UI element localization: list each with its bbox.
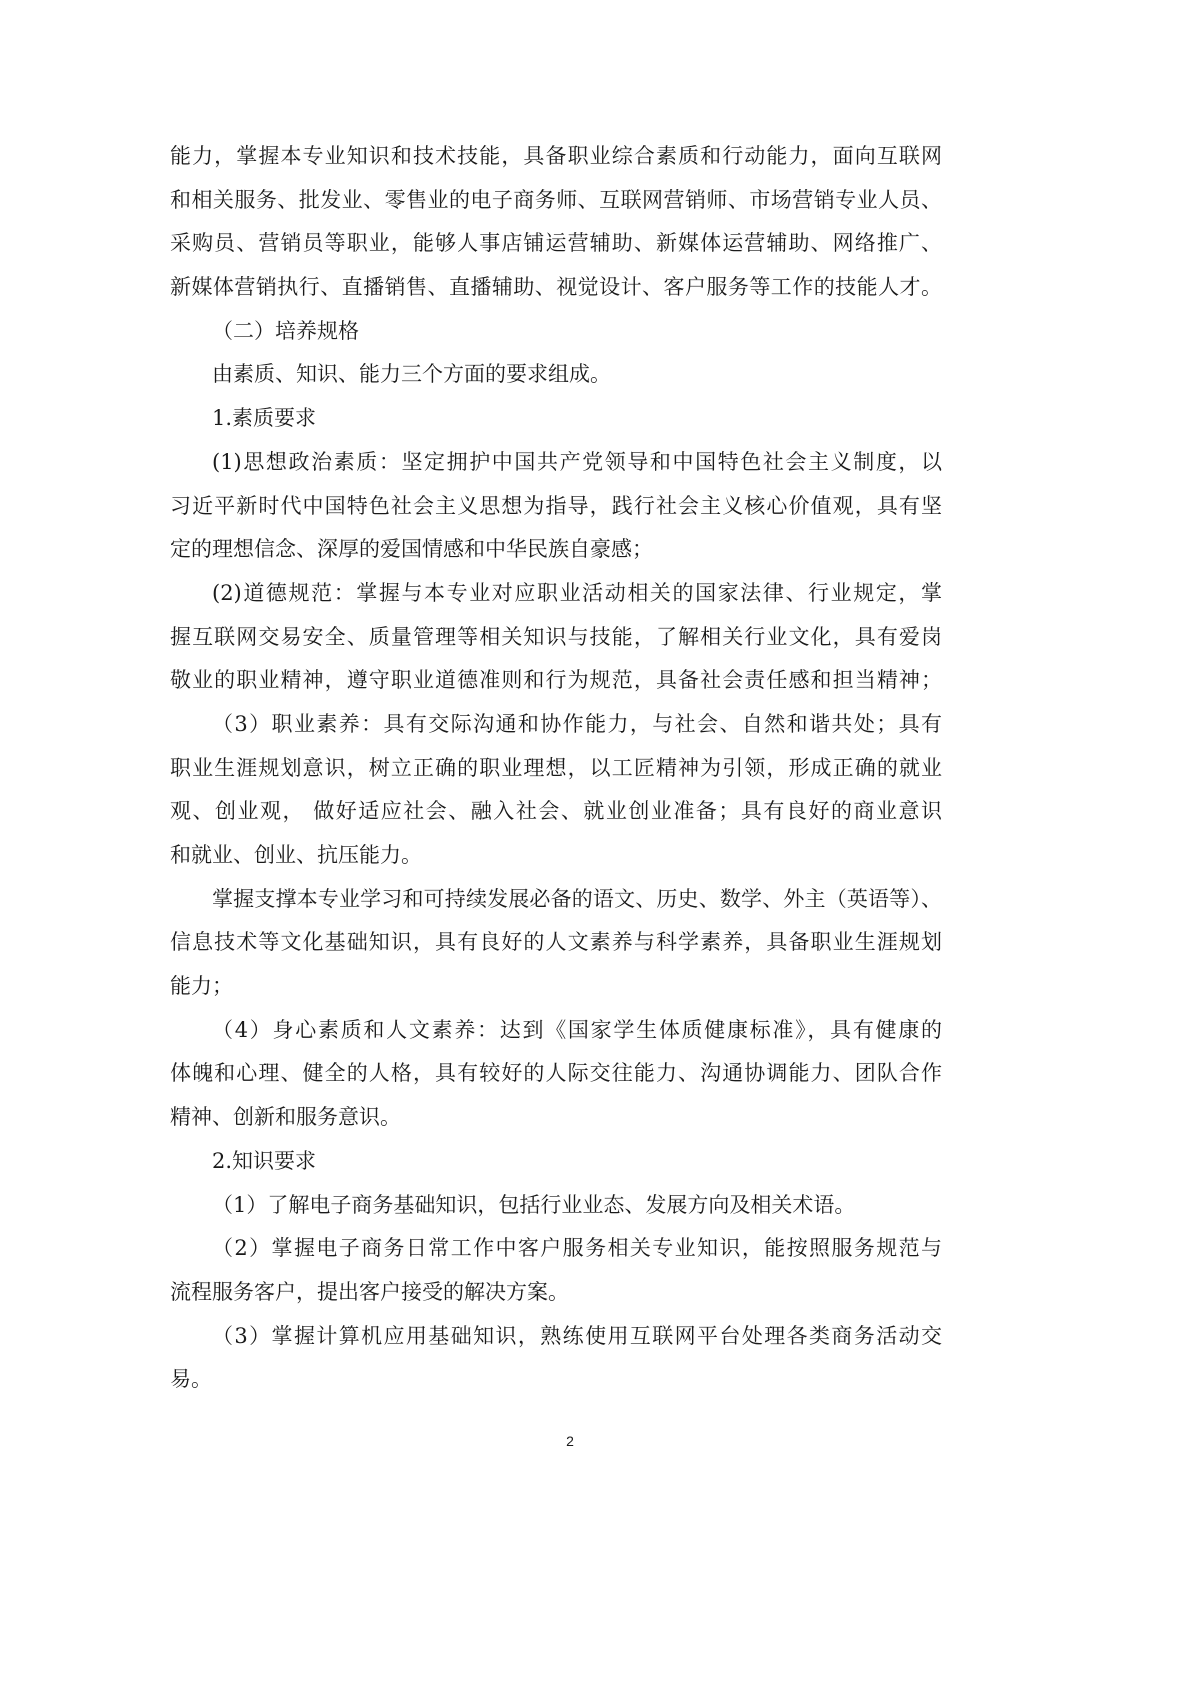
text-line: （3）职业素养：具有交际沟通和协作能力，与社会、自然和谐共处；具有 — [212, 711, 942, 736]
text-line: 职业生涯规划意识，树立正确的职业理想，以工匠精神为引领，形成正确的就业 — [170, 755, 942, 780]
page-number: 2 — [566, 1433, 574, 1449]
text-line: （3）掌握计算机应用基础知识，熟练使用互联网平台处理各类商务活动交 — [212, 1323, 942, 1348]
text-line: 和相关服务、批发业、零售业的电子商务师、互联网营销师、市场营销专业人员、 — [170, 187, 942, 212]
text-line: （二）培养规格 — [212, 318, 359, 343]
text-line: 1.素质要求 — [212, 406, 317, 431]
text-line: 精神、创新和服务意识。 — [170, 1105, 401, 1130]
text-line: 能力； — [170, 974, 233, 999]
text-line: 易。 — [170, 1367, 212, 1392]
text-line: 2.知识要求 — [212, 1148, 317, 1173]
document-body — [170, 135, 942, 1402]
text-line: 握互联网交易安全、质量管理等相关知识与技能，了解相关行业文化，具有爱岗 — [170, 624, 942, 649]
text-line: 体魄和心理、健全的人格，具有较好的人际交往能力、沟通协调能力、团队合作 — [170, 1061, 942, 1086]
text-line: 定的理想信念、深厚的爱国情感和中华民族自豪感； — [170, 537, 653, 562]
text-line: 由素质、知识、能力三个方面的要求组成。 — [212, 362, 611, 387]
text-line: （1）了解电子商务基础知识，包括行业业态、发展方向及相关术语。 — [212, 1192, 856, 1217]
text-line: (2)道德规范：掌握与本专业对应职业活动相关的国家法律、行业规定，掌 — [212, 580, 942, 605]
text-line: 观、创业观， 做好适应社会、融入社会、就业创业准备；具有良好的商业意识 — [170, 799, 942, 824]
text-line: 和就业、创业、抗压能力。 — [170, 843, 422, 867]
text-line: (1)思想政治素质：坚定拥护中国共产党领导和中国特色社会主义制度，以 — [212, 449, 942, 474]
text-line: （2）掌握电子商务日常工作中客户服务相关专业知识，能按照服务规范与 — [212, 1236, 942, 1261]
text-line: （4）身心素质和人文素养：达到《国家学生体质健康标准》，具有健康的 — [212, 1017, 942, 1042]
text-line: 流程服务客户，提出客户接受的解决方案。 — [170, 1279, 569, 1304]
text-line: 采购员、营销员等职业，能够人事店铺运营辅助、新媒体运营辅助、网络推广、 — [170, 231, 942, 256]
text-line: 新媒体营销执行、直播销售、直播辅助、视觉设计、客户服务等工作的技能人才。 — [170, 275, 942, 300]
text-line: 信息技术等文化基础知识，具有良好的人文素养与科学素养，具备职业生涯规划 — [170, 930, 942, 955]
text-line: 敬业的职业精神，遵守职业道德准则和行为规范，具备社会责任感和担当精神； — [170, 668, 942, 693]
text-line: 掌握支撑本专业学习和可持续发展必备的语文、历史、数学、外主（英语等）、 — [212, 886, 942, 911]
text-line: 能力，掌握本专业知识和技术技能，具备职业综合素质和行动能力，面向互联网 — [170, 144, 942, 168]
text-line: 习近平新时代中国特色社会主义思想为指导，践行社会主义核心价值观，具有坚 — [170, 493, 942, 518]
